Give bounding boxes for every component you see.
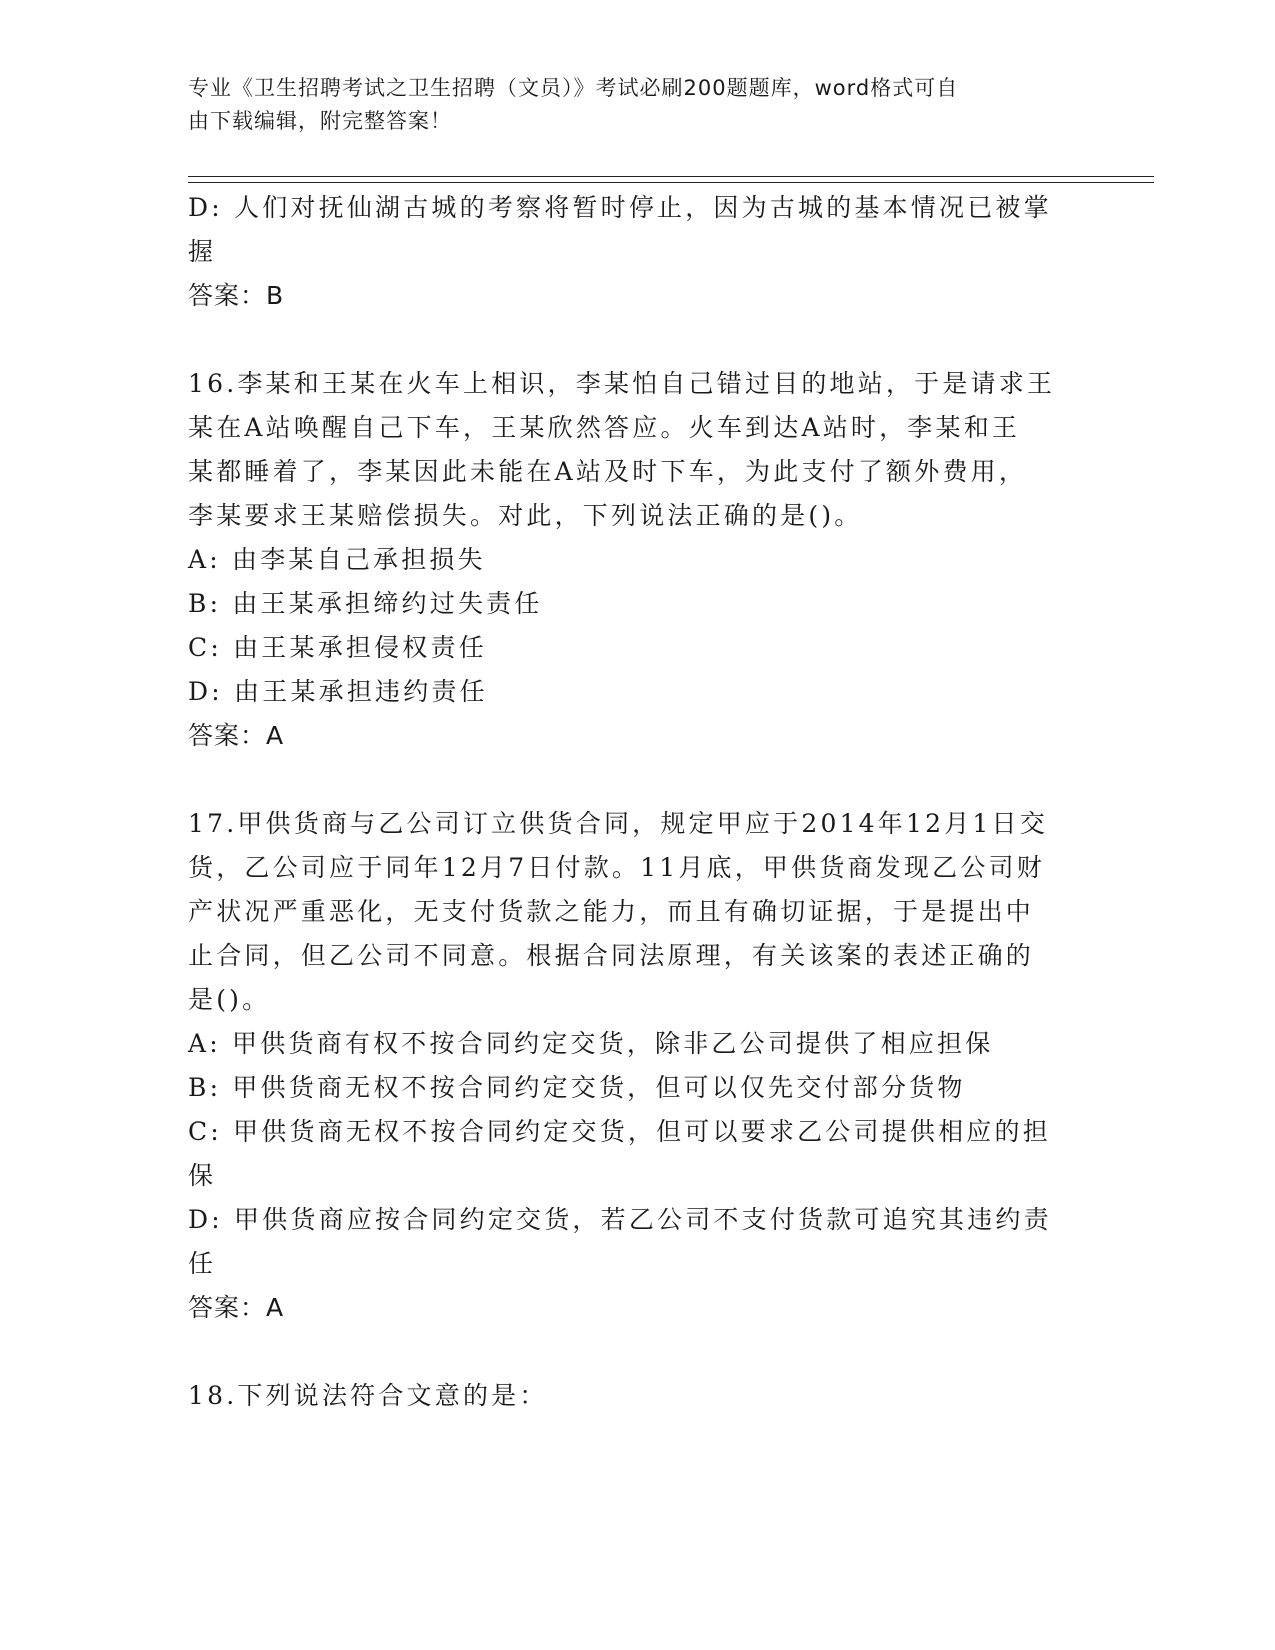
header-divider-top xyxy=(188,176,1154,177)
q16-stem-line-1: 16.李某和王某在火车上相识，李某怕自己错过目的地站，于是请求王 xyxy=(188,369,1056,398)
q17-option-d-cont: 任 xyxy=(188,1249,217,1278)
q16-stem-line-4: 李某要求王某赔偿损失。对此，下列说法正确的是()。 xyxy=(188,501,863,530)
q16-answer: 答案：A xyxy=(188,721,285,750)
header-divider-bottom xyxy=(188,182,1154,183)
q17-option-d: D: 甲供货商应按合同约定交货，若乙公司不支付货款可追究其违约责 xyxy=(188,1205,1052,1234)
q17-stem-line-2: 货，乙公司应于同年12月7日付款。11月底，甲供货商发现乙公司财 xyxy=(188,853,1045,882)
q17-stem-line-4: 止合同，但乙公司不同意。根据合同法原理，有关该案的表述正确的 xyxy=(188,941,1035,970)
q16-stem-line-3: 某都睡着了，李某因此未能在A站及时下车，为此支付了额外费用， xyxy=(188,457,1028,486)
q17-option-c-cont: 保 xyxy=(188,1161,217,1190)
q16-option-c: C: 由王某承担侵权责任 xyxy=(188,633,487,662)
q15-option-d: D: 人们对抚仙湖古城的考察将暂时停止，因为古城的基本情况已被掌 xyxy=(188,193,1052,222)
q15-answer: 答案：B xyxy=(188,281,285,310)
header-line-2: 由下载编辑，附完整答案！ xyxy=(188,109,452,133)
q16-option-b: B: 由王某承担缔约过失责任 xyxy=(188,589,543,618)
q16-option-a: A: 由李某自己承担损失 xyxy=(188,545,486,574)
q17-stem-line-3: 产状况严重恶化，无支付货款之能力，而且有确切证据，于是提出中 xyxy=(188,897,1035,926)
q17-option-c: C: 甲供货商无权不按合同约定交货，但可以要求乙公司提供相应的担 xyxy=(188,1117,1051,1146)
q17-option-b: B: 甲供货商无权不按合同约定交货，但可以仅先交付部分货物 xyxy=(188,1073,966,1102)
q16-option-d: D: 由王某承担违约责任 xyxy=(188,677,488,706)
q17-stem-line-5: 是()。 xyxy=(188,985,271,1014)
q17-stem-line-1: 17.甲供货商与乙公司订立供货合同，规定甲应于2014年12月1日交 xyxy=(188,809,1048,838)
q15-option-d-cont: 握 xyxy=(188,237,217,266)
q16-stem-line-2: 某在A站唤醒自己下车，王某欣然答应。火车到达A站时，李某和王 xyxy=(188,413,1021,442)
q17-answer: 答案：A xyxy=(188,1293,285,1322)
q18-stem-line-1: 18.下列说法符合文意的是： xyxy=(188,1381,548,1410)
header-line-1: 专业《卫生招聘考试之卫生招聘（文员）》考试必刷200题题库，word格式可自 xyxy=(188,76,959,100)
q17-option-a: A: 甲供货商有权不按合同约定交货，除非乙公司提供了相应担保 xyxy=(188,1029,994,1058)
document-header xyxy=(188,72,1068,138)
